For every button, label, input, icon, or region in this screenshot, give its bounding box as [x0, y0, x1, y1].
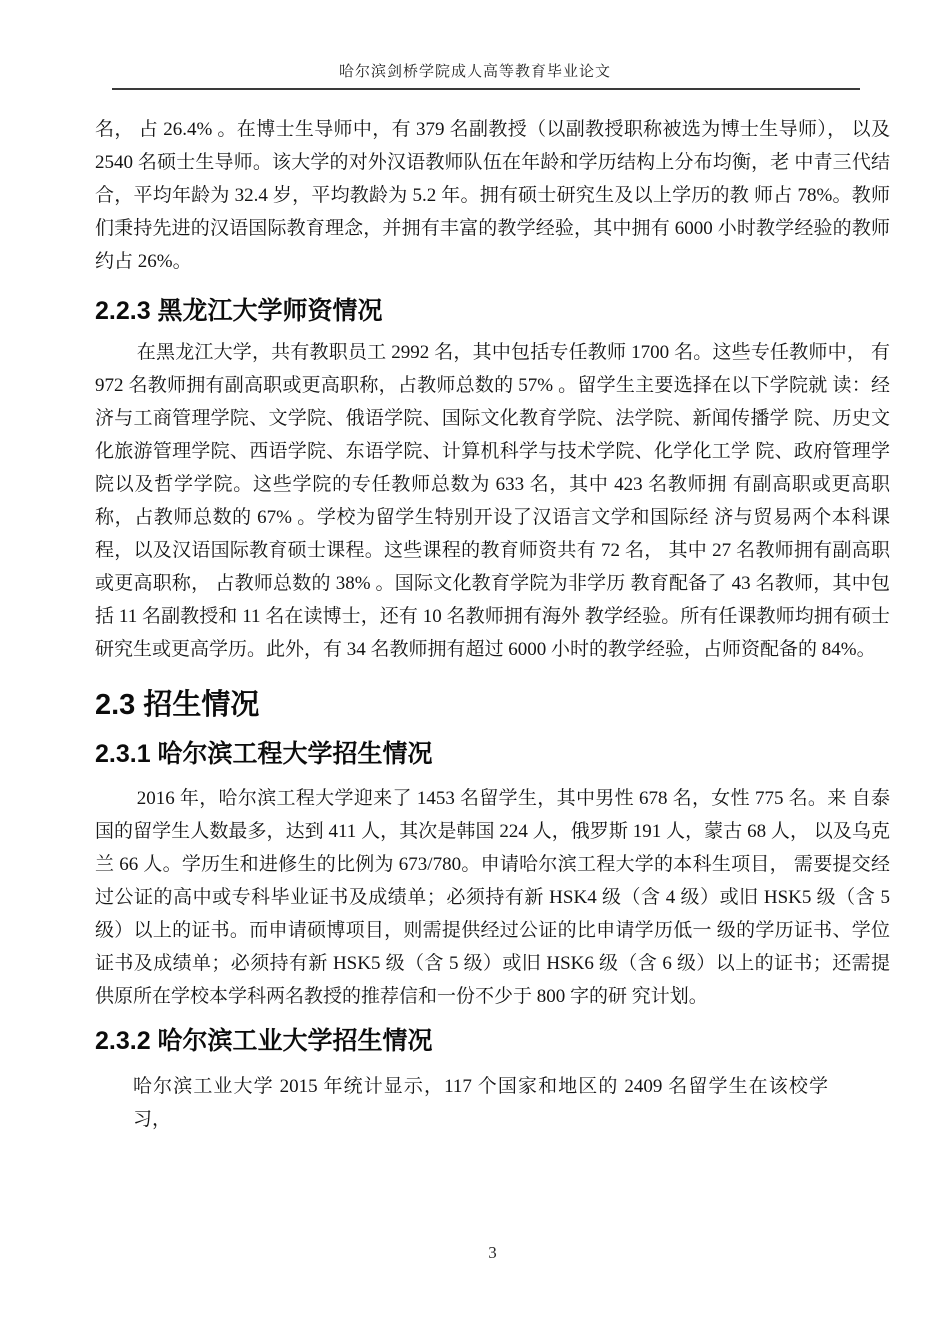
heading-2-2-3: 2.2.3 黑龙江大学师资情况 [95, 297, 383, 325]
heading-2-3-1: 2.3.1 哈尔滨工程大学招生情况 [95, 740, 433, 768]
heading-2-3-2: 2.3.2 哈尔滨工业大学招生情况 [95, 1027, 433, 1055]
paragraph-2-3-2: 哈尔滨工业大学 2015 年统计显示，117 个国家和地区的 2409 名留学生在该校学习， [133, 1076, 828, 1130]
paragraph-continuation: 名， 占 26.4% 。在博士生导师中，有 379 名副教授（以副教授职称被选为博士生导师）， 以及 2540 名硕士生导师。该大学的对外汉语教师队伍在年龄和学历结构上分布均衡，老 中青三代结合，平均年龄为 32.4 岁，平均教龄为 5.2 年。拥有硕士研究生及以上学历的教 师占 78%。教师们秉持先进的汉语国际教育理念，并拥有丰富的教学经验，其中拥有 6000 小时教学经验的教师约占 26%。 [95, 119, 890, 272]
running-header-title: 哈尔滨剑桥学院成人高等教育毕业论文 [338, 64, 611, 80]
header-rule [112, 88, 860, 90]
page-number: 3 [488, 1243, 497, 1262]
paragraph-2-2-3: 在黑龙江大学，共有教职员工 2992 名，其中包括专任教师 1700 名。这些专任教师中， 有 972 名教师拥有副高职或更高职称，占教师总数的 57% 。留学生主要选择在以下学院就 读：经济与工商管理学院、文学院、俄语学院、国际文化教育学院、法学院、新闻传播学 院、历史文化旅游管理学院、西语学院、东语学院、计算机科学与技术学院、化学化工学 院、政府管理学院以及哲学学院。这些学院的专任教师总数为 633 名，其中 423 名教师拥 有副高职或更高职称，占教师总数的 67% 。学校为留学生特别开设了汉语言文学和国际经 济与贸易两个本科课程，以及汉语国际教育硕士课程。这些课程的教育师资共有 72 名， 其中 27 名教师拥有副高职或更高职称， 占教师总数的 38% 。国际文化教育学院为非学历 教育配备了 43 名教师，其中包括 11 名副教授和 11 名在读博士，还有 10 名教师拥有海外 教学经验。所有任课教师均拥有硕士研究生或更高学历。此外，有 34 名教师拥有超过 6000 小时的教学经验，占师资配备的 84%。 [95, 342, 890, 660]
paragraph-2-3-1: 2016 年，哈尔滨工程大学迎来了 1453 名留学生，其中男性 678 名，女性 775 名。来 自泰国的留学生人数最多，达到 411 人，其次是韩国 224 人，俄罗斯 191 人，蒙古 68 人， 以及乌克兰 66 人。学历生和进修生的比例为 673/780。申请哈尔滨工程大学的本科生项目， 需要提交经过公证的高中或专科毕业证书及成绩单；必须持有新 HSK4 级（含 4 级）或旧 HSK5 级（含 5 级）以上的证书。而申请硕博项目，则需提供经过公证的比申请学历低一 级的学历证书、学位证书及成绩单；必须持有新 HSK5 级（含 5 级）或旧 HSK6 级（含 6 级）以上的证书；还需提供原所在学校本学科两名教授的推荐信和一份不少于 800 字的研 究计划。 [95, 788, 890, 1007]
page-content [95, 113, 890, 1136]
heading-2-3: 2.3 招生情况 [95, 689, 260, 721]
